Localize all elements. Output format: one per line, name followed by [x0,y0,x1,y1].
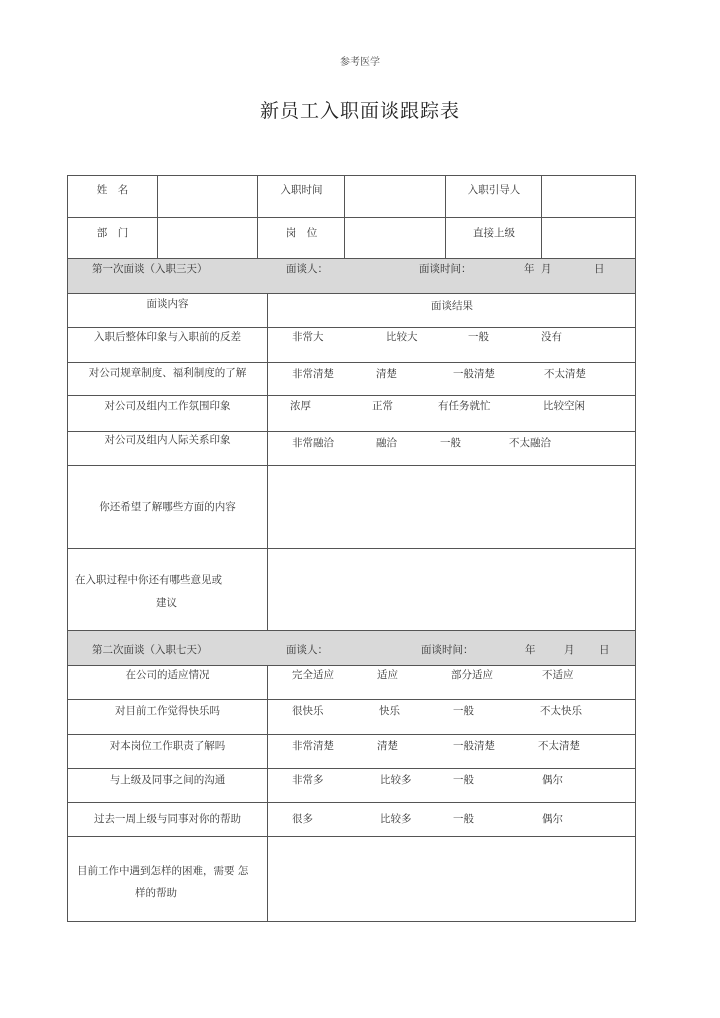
option-1[interactable]: 适应 [377,669,398,681]
option-1[interactable]: 正常 [372,400,393,412]
option-0[interactable]: 非常多 [292,774,324,786]
question-options-cell [267,328,635,362]
option-3[interactable]: 不太清楚 [544,368,586,380]
question-label-cell [68,363,267,395]
option-3[interactable]: 偶尔 [542,813,563,825]
name-label: 姓 名 [96,184,129,196]
question-options-cell [267,363,635,395]
first-question-row [68,328,635,363]
first-time-label: 面谈时间： [419,263,472,275]
supervisor-label: 直接上级 [473,227,515,239]
question-label: 对本岗位工作职责了解吗 [109,740,226,752]
question-label-cell [68,769,267,802]
question-label-cell [68,735,267,768]
question-label-cell [68,666,267,699]
question-label-cell [68,700,267,734]
second-question-row [68,735,635,769]
option-0[interactable]: 非常融洽 [292,437,334,449]
question-options-cell [267,769,635,802]
supervisor-input-cell[interactable] [541,218,635,258]
second-open-question-line2: 样的帮助 [135,887,177,899]
question-label-cell [68,396,267,431]
question-options-cell [267,396,635,431]
second-interviewer-label: 面谈人： [286,644,328,656]
page-title: 新员工入职面谈跟踪表 [259,100,460,122]
entry-time-label: 入职时间 [280,184,323,196]
open-question-label-cell [68,466,267,548]
option-2[interactable]: 一般 [453,774,474,786]
question-label-cell [68,803,267,836]
option-0[interactable]: 完全适应 [292,669,334,681]
option-3[interactable]: 比较空闲 [543,400,585,412]
question-label: 在公司的适应情况 [125,669,210,681]
post-label-cell [257,218,344,258]
open-question-2-line2: 建议 [156,597,177,609]
first-question-row [68,363,635,396]
second-question-row [68,700,635,735]
option-1[interactable]: 清楚 [377,740,398,752]
first-interview-title: 第一次面谈（入职三天） [92,263,208,275]
entry-time-input-cell[interactable] [344,176,445,217]
option-2[interactable]: 一般 [468,331,489,343]
open-question-1-label: 你还希望了解哪些方面的内容 [99,501,236,513]
option-1[interactable]: 融洽 [376,437,397,449]
option-0[interactable]: 非常清楚 [292,740,334,752]
option-2[interactable]: 部分适应 [451,669,493,681]
question-label: 入职后整体印象与入职前的反差 [94,331,241,343]
open-question-label-cell [68,549,267,630]
option-0[interactable]: 很多 [292,813,313,825]
supervisor-label-cell [445,218,541,258]
question-label: 对公司及组内工作氛围印象 [104,400,231,412]
question-label: 对目前工作觉得快乐吗 [115,705,220,717]
open-question-row [68,466,635,549]
second-open-question-line1: 目前工作中遇到怎样的困难，需要 怎 [77,865,249,877]
option-3[interactable]: 不太融洽 [509,437,551,449]
option-3[interactable]: 没有 [541,331,562,343]
option-3[interactable]: 不太快乐 [540,705,582,717]
question-options-cell [267,700,635,734]
second-question-row [68,769,635,803]
option-1[interactable]: 比较多 [380,813,412,825]
option-0[interactable]: 很快乐 [292,705,324,717]
question-options-cell [267,666,635,699]
option-1[interactable]: 快乐 [379,705,400,717]
open-question-row [68,549,635,631]
question-label: 过去一周上级与同事对你的帮助 [94,813,241,825]
second-interview-title: 第二次面谈（入职七天） [92,644,208,656]
content-header-cell [68,294,267,327]
option-0[interactable]: 非常大 [292,331,324,343]
option-3[interactable]: 偶尔 [542,774,563,786]
question-label-cell [68,432,267,465]
first-question-row [68,432,635,466]
first-question-row [68,396,635,432]
question-label-cell [68,328,267,362]
first-day: 日 [594,263,605,275]
option-2[interactable]: 一般 [453,813,474,825]
open-question-label-cell [68,837,267,921]
second-interview-header [68,631,635,666]
option-2[interactable]: 一般清楚 [453,740,495,752]
post-input-cell[interactable] [344,218,445,258]
second-open-question-answer[interactable] [267,837,635,921]
question-label: 对公司及组内人际关系印象 [104,434,231,446]
option-1[interactable]: 比较多 [380,774,412,786]
option-0[interactable]: 非常清楚 [292,368,334,380]
interview-form-table [67,175,636,922]
dept-label-cell [68,218,157,258]
question-label: 与上级及同事之间的沟通 [109,774,226,786]
guide-input-cell[interactable] [541,176,635,217]
info-row-2 [68,218,635,259]
second-month: 月 [564,644,575,656]
post-label: 岗 位 [285,227,318,239]
name-input-cell[interactable] [157,176,257,217]
option-2[interactable]: 一般 [453,705,474,717]
dept-label: 部 门 [96,227,129,239]
second-time-label: 面谈时间： [421,644,474,656]
name-label-cell [68,176,157,217]
open-question-2-answer[interactable] [267,549,635,630]
question-options-cell [267,803,635,836]
option-2[interactable]: 一般清楚 [453,368,495,380]
open-question-1-answer[interactable] [267,466,635,548]
first-year: 年 [524,263,535,275]
second-question-row [68,803,635,837]
result-header-cell [267,294,635,327]
first-interview-header [68,259,635,294]
first-month: 月 [541,263,552,275]
second-open-question-row [68,837,635,921]
guide-label-cell [445,176,541,217]
info-row-1 [68,176,635,218]
question-label: 对公司规章制度、福利制度的了解 [88,367,247,379]
first-columns-header [68,294,635,328]
dept-input-cell[interactable] [157,218,257,258]
option-1[interactable]: 比较大 [386,331,418,343]
option-2[interactable]: 有任务就忙 [438,400,491,412]
option-3[interactable]: 不太清楚 [538,740,580,752]
question-options-cell [267,432,635,465]
open-question-2-line1: 在入职过程中你还有哪些意见或 [75,574,222,586]
second-day: 日 [599,644,610,656]
option-0[interactable]: 浓厚 [290,400,311,412]
entry-time-label-cell [257,176,344,217]
option-3[interactable]: 不适应 [542,669,574,681]
result-header: 面谈结果 [431,300,473,312]
question-options-cell [267,735,635,768]
option-2[interactable]: 一般 [440,437,461,449]
first-interviewer-label: 面谈人： [286,263,328,275]
second-question-row [68,666,635,700]
guide-label: 入职引导人 [467,184,521,196]
option-1[interactable]: 清楚 [376,368,397,380]
second-year: 年 [525,644,536,656]
content-header: 面谈内容 [146,298,189,310]
header-note: 参考医学 [340,57,380,68]
